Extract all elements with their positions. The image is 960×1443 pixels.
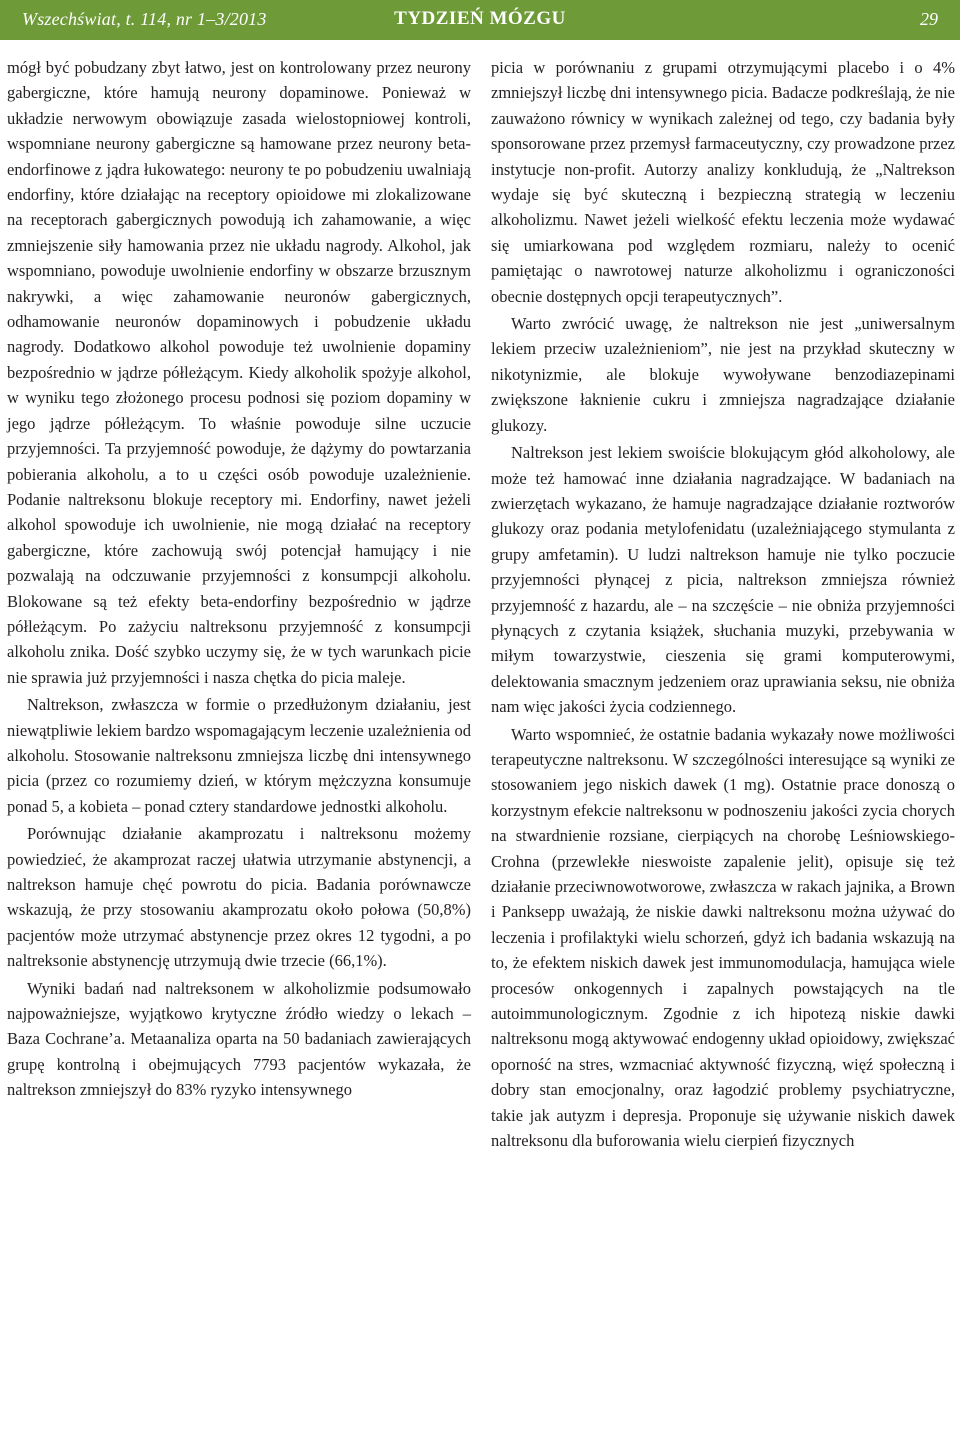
page-header: [0, 0, 960, 40]
left-column: [7, 55, 471, 1103]
section-title: TYDZIEŃ MÓZGU: [394, 8, 566, 29]
paragraph: picia w porównaniu z grupami otrzymującymi placebo i o 4% zmniejszył liczbę dni intensywnego picia. Badacze podkreślają, że nie zauważono równicy w wynikach zależnej od tego, czy badania były sponsorowane przez przemysł farmaceutyczny, czy prowadzone przez instytucje non-profit. Autorzy analizy konkludują, że „Naltrekson wydaje się być skuteczną i bezpieczną strategią w leczeniu alkoholizmu. Nawet jeżeli wielkość efektu leczenia może wydawać się umiarkowana pod względem rozmiaru, należy to ocenić pamiętając o nawrotowej naturze alkoholizmu i ograniczoności obecnie dostępnych opcji terapeutycznych”.: [491, 58, 955, 306]
paragraph: Warto zwrócić uwagę, że naltrekson nie jest „uniwersalnym lekiem przeciw uzależnieniom”, nie jest na przykład skuteczny w nikotynizmie, ale blokuje wywoływane benzodiazepinami zwiększone łaknienie cukru i zmniejsza nagradzające działanie glukozy.: [491, 314, 955, 435]
page-number: 29: [920, 9, 938, 29]
paragraph: Warto wspomnieć, że ostatnie badania wykazały nowe możliwości terapeutyczne naltreksonu. W szczególności interesujące są wyniki ze stosowaniem jego niskich dawek (1 mg). Ostatnie prace donoszą o korzystnym efekcie naltreksonu w podnoszeniu jakości zycia chorych na stwardnienie rozsiane, cierpiących na chorobę Leśniowskiego-Crohna (przewlekłe nieswoiste zapalenie jelit), opisuje się też działanie przeciwnowotworowe, zwłaszcza w rakach jajnika, a Brown i Panksepp uważają, że niskie dawki naltreksonu można używać do leczenia i profilaktyki wielu schorzeń, gdyż ich badania wskazują na to, że efektem niskich dawek jest immunomodulacja, hamująca wiele procesów onkogennych i zapalnych powstających na tle autoimmunologicznym. Zgodnie z ich hipotezą niskie dawki naltreksonu mogą aktywować endogenny układ opioidowy, zwiększać oporność na stres, wzmacniać aktywność fizyczną, więź społeczną i dobry stan emocjonalny, oraz łagodzić problemy psychiatryczne, takie jak autyzm i depresja. Proponuje się używanie niskich dawek naltreksonu dla buforowania wielu cierpień fizycznych: [491, 724, 956, 1151]
journal-citation: Wszechświat, t. 114, nr 1–3/2013: [22, 9, 267, 29]
paragraph: Naltrekson jest lekiem swoiście blokującym głód alkoholowy, ale może też hamować inne działania nagradzające. W badaniach na zwierzętach wykazano, że hamuje nagradzające działanie roztworów glukozy oraz podania metylofenidatu (uzależniającego stymulanta z grupy amfetamin). U ludzi naltrekson hamuje nie tylko poczucie przyjemności płynącej z picia, naltrekson zmniejsza również przyjemność z hazardu, ale – na szczęście – nie obniża przyjemności płynących z czytania książek, słuchania muzyki, przebywania w miłym towarzystwie, cieszenia się grami komputerowymi, delektowania smacznym jedzeniem oraz uprawiania seksu, nie obniża nam więc jakości życia codziennego.: [491, 443, 955, 717]
paragraph: Porównując działanie akamprozatu i naltreksonu możemy powiedzieć, że akamprozat raczej ułatwia utrzymanie abstynencji, a naltrekson hamuje chęć powrotu do picia. Badania porównawcze wskazują, że przy stosowaniu akamprozatu około połowa (50,8%) pacjentów może utrzymać abstynencje przez okres 12 tygodni, a po naltreksonie abstynencję utrzymują dwie trzecie (66,1%).: [7, 824, 471, 971]
paragraph: Wyniki badań nad naltreksonem w alkoholizmie podsumowało najpoważniejsze, wyjątkowo krytyczne źródło wiedzy o lekach – Baza Cochrane’a. Metaanaliza oparta na 50 badaniach zawierających grupę kontrolną i obejmujących 7793 pacjentów wykazała, że naltrekson zmniejszył do 83% ryzyko intensywnego: [7, 978, 471, 1100]
paragraph: Naltrekson, zwłaszcza w formie o przedłużonym działaniu, jest niewątpliwie lekiem bardzo wspomagającym leczenie uzależnienia od alkoholu. Stosowanie naltreksonu zmniejsza liczbę dni intensywnego picia (przez co rozumiemy dzień, w którym mężczyzna konsumuje ponad 5, a kobieta – ponad cztery standardowe jednostki alkoholu.: [7, 695, 471, 816]
right-column: [491, 55, 955, 1153]
paragraph: mógł być pobudzany zbyt łatwo, jest on kontrolowany przez neurony gabergiczne, które hamują neurony dopaminowe. Ponieważ w układzie nerwowym obowiązuje zasada wielostopniowej kontroli, wspomniane neurony gabergiczne są hamowane przez neurony beta-endorfinowe z jądra łukowatego: neurony te po pobudzeniu uwalniają endorfiny, które działając na receptory opioidowe mi zlokalizowane na receptorach gabergicznych powodują ich zahamowanie, a więc zmniejszenie siły hamowania przez nie układu nagrody. Alkohol, jak wspomniano, powoduje uwolnienie endorfiny w obszarze brzusznym nakrywki, a więc zahamowanie neuronów gabergicznych, odhamowanie neuronów dopaminowych i pobudzenie układu nagrody. Dodatkowo alkohol powoduje też uwolnienie dopaminy bezpośrednio w jądrze półleżącym. Kiedy alkoholik spożyje alkohol, w wyniku tego złożonego procesu podnosi się poziom dopaminy w jego jądrze półleżącym. To właśnie powoduje silne uczucie przyjemności. Ta przyjemność powoduje, że dążymy do powtarzania pobierania alkoholu, a to u części osób powoduje uzależnienie. Podanie naltreksonu blokuje receptory mi. Endorfiny, nawet jeżeli alkohol spowoduje ich uwolnienie, nie mogą działać na receptory gabergiczne, które zachowują swój potencjał hamujący i nie pozwalają na odczuwanie przyjemności z konsumpcji alkoholu. Blokowane są też efekty beta-endorfiny bezpośrednio w jądrze półleżącym. Po zażyciu naltreksonu przyjemność z konsumpcji alkoholu znika. Dość szybko uczymy się, że w tych warunkach picie nie sprawia już przyjemności i nasza chętka do picia maleje.: [7, 58, 471, 687]
